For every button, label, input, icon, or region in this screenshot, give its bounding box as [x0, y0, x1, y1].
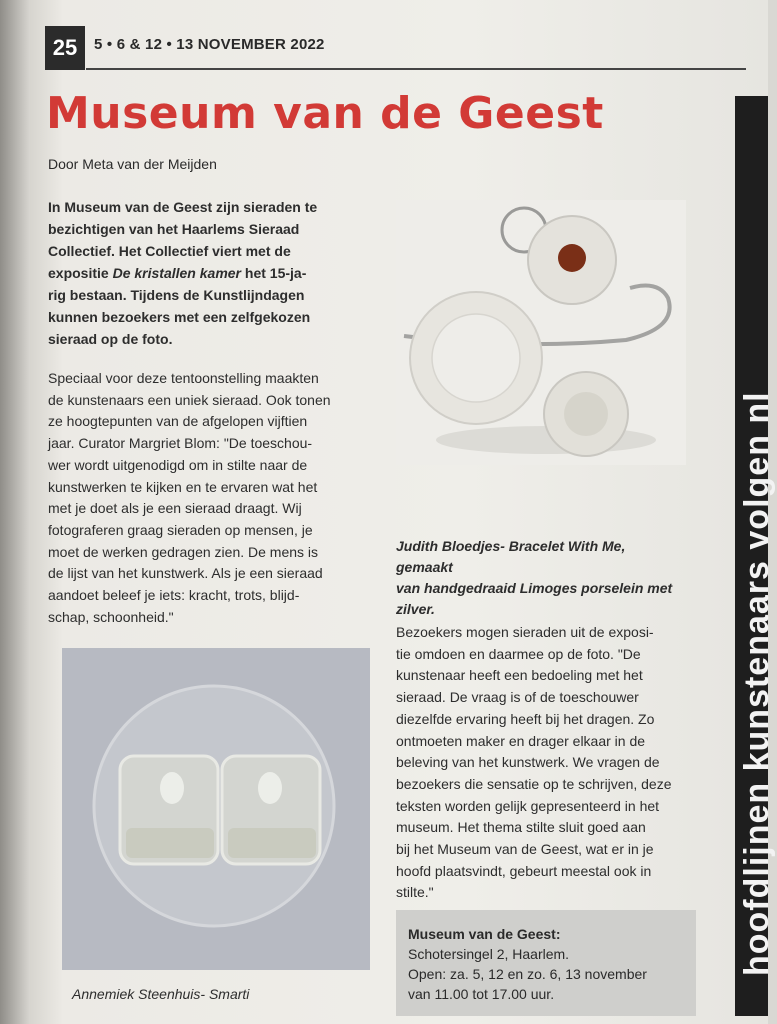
body-line: ontmoeten maker en drager elkaar in de	[396, 732, 646, 749]
exhibition-title: De kristallen kamer	[112, 265, 241, 281]
intro-line: bezichtigen van het Haarlems Sieraad	[48, 221, 300, 237]
body-line: ze hoogtepunten van de afgelopen vijftien	[48, 413, 308, 430]
body-line: wer wordt uitgenodigd om in stilte naar de	[48, 456, 308, 473]
page-number: 25	[45, 26, 85, 70]
body-line: stilte."	[396, 884, 434, 901]
body-line: schap, schoonheid."	[48, 608, 174, 625]
header-rule	[86, 68, 746, 70]
body-line: moet de werken gedragen zien. De mens is	[48, 543, 319, 560]
body-line: bij het Museum van de Geest, wat er in je	[396, 841, 654, 858]
body-line: de kunstenaars een uniek sieraad. Ook tonen	[48, 391, 331, 408]
body-line: sieraad. De vraag is of de toeschouwer	[396, 689, 639, 706]
body-line: hoofd plaatsvindt, gebeurt meestal ook in	[396, 862, 652, 879]
museum-infobox	[396, 910, 696, 1016]
intro-expo-post: het 15-ja-	[241, 265, 307, 281]
intro-line: kunnen bezoekers met een zelfgekozen	[48, 309, 311, 325]
dateline: 5 • 6 & 12 • 13 NOVEMBER 2022	[94, 36, 325, 53]
body-line: Speciaal voor deze tentoonstelling maakten	[48, 370, 319, 386]
body-line: de lijst van het kunstwerk. Als je een sieraad	[48, 565, 323, 582]
body-line: teksten worden gelijk gepresenteerd in het	[396, 797, 660, 814]
article-intro	[48, 196, 348, 350]
body-line: kunstenaar heeft een bedoeling met het	[396, 667, 643, 684]
body-line: bezoekers die sensatie op te schrijven, deze	[396, 775, 672, 792]
body-line: jaar. Curator Margriet Blom: "De toeschou-	[48, 435, 313, 452]
intro-line	[48, 262, 348, 284]
infobox-opening-hours: van 11.00 tot 17.00 uur.	[408, 986, 555, 1002]
intro-line: In Museum van de Geest zijn sieraden te	[48, 199, 318, 215]
infobox-title: Museum van de Geest:	[408, 926, 561, 942]
body-line: beleving van het kunstwerk. We vragen de	[396, 754, 660, 771]
page-fold	[0, 0, 30, 1024]
intro-line: rig bestaan. Tijdens de Kunstlijndagen	[48, 287, 305, 303]
body-line: tie omdoen en daarmee op de foto. "De	[396, 645, 641, 662]
vertical-banner-text: hoofdlijnen kunstenaars volgen nl	[738, 391, 776, 976]
infobox-opening-days: Open: za. 5, 12 en zo. 6, 13 november	[408, 966, 647, 982]
vertical-banner	[735, 96, 776, 1016]
body-line: met je doet als je een sieraad draagt. Wij	[48, 500, 302, 517]
byline: Door Meta van der Meijden	[48, 156, 217, 172]
body-line: museum. Het thema stilte sluit goed aan	[396, 819, 646, 836]
article-body-left	[48, 368, 353, 628]
article-body-right	[396, 622, 696, 904]
glass-object-illustration	[62, 648, 370, 970]
caption-bracelet	[396, 536, 686, 620]
body-line: fotograferen graag sieraden op mensen, je	[48, 521, 313, 538]
intro-line: Collectief. Het Collectief viert met de	[48, 243, 291, 259]
caption-line: Judith Bloedjes- Bracelet With Me, gemaakt	[396, 538, 626, 575]
caption-line: van handgedraaid Limoges porselein met	[396, 580, 673, 596]
infobox-address: Schotersingel 2, Haarlem.	[408, 946, 570, 962]
body-line: diezelfde ervaring heeft bij het dragen. Zo	[396, 710, 655, 727]
article-title: Museum van de Geest	[46, 88, 604, 139]
body-line: Bezoekers mogen sieraden uit de exposi-	[396, 624, 654, 640]
body-line: kunstwerken te kijken en te ervaren wat het	[48, 478, 318, 495]
intro-expo-pre: expositie	[48, 265, 113, 281]
caption-line: zilver.	[396, 601, 435, 617]
body-line: aandoet beleef je iets: kracht, trots, blijd-	[48, 587, 300, 604]
bracelet-photo	[396, 200, 686, 465]
glass-object-photo	[62, 648, 370, 970]
caption-glass-object: Annemiek Steenhuis- Smarti	[72, 986, 250, 1002]
intro-line: sieraad op de foto.	[48, 331, 173, 347]
